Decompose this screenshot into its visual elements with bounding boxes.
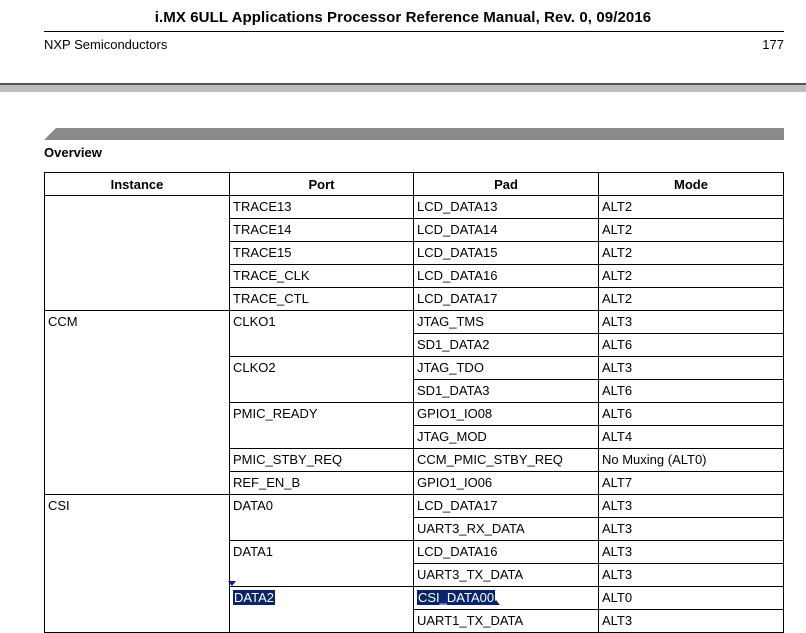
- port-cell[interactable]: CLKO2: [230, 357, 414, 403]
- port-cell[interactable]: TRACE13: [230, 196, 414, 219]
- pad-cell[interactable]: GPIO1_IO06: [414, 472, 599, 495]
- pad-cell[interactable]: CCM_PMIC_STBY_REQ: [414, 449, 599, 472]
- mode-cell[interactable]: ALT2: [599, 196, 784, 219]
- mode-cell[interactable]: ALT3: [599, 495, 784, 518]
- column-header-port: Port: [230, 173, 414, 196]
- pad-cell[interactable]: LCD_DATA17: [414, 495, 599, 518]
- section-title: Overview: [44, 145, 102, 160]
- page-number: 177: [762, 37, 784, 52]
- mode-cell[interactable]: No Muxing (ALT0): [599, 449, 784, 472]
- mode-cell[interactable]: ALT7: [599, 472, 784, 495]
- mode-cell[interactable]: ALT3: [599, 357, 784, 380]
- pad-cell[interactable]: LCD_DATA15: [414, 242, 599, 265]
- mode-cell[interactable]: ALT0: [599, 587, 784, 610]
- mode-cell[interactable]: ALT3: [599, 311, 784, 334]
- pad-cell[interactable]: UART3_TX_DATA: [414, 564, 599, 587]
- mode-cell[interactable]: ALT2: [599, 265, 784, 288]
- pad-cell[interactable]: UART3_RX_DATA: [414, 518, 599, 541]
- pad-cell[interactable]: LCD_DATA17: [414, 288, 599, 311]
- page-separator-band: [0, 85, 806, 92]
- mode-cell[interactable]: ALT3: [599, 610, 784, 633]
- port-cell[interactable]: DATA1: [230, 541, 414, 587]
- table-row: [45, 311, 784, 334]
- table-row: [45, 495, 784, 518]
- mode-cell[interactable]: ALT2: [599, 288, 784, 311]
- publisher-name: NXP Semiconductors: [44, 37, 168, 52]
- port-cell[interactable]: PMIC_READY: [230, 403, 414, 449]
- table-container: [44, 172, 784, 633]
- document-title: i.MX 6ULL Applications Processor Reference Manual, Rev. 0, 09/2016: [154, 9, 652, 26]
- column-header-pad: Pad: [414, 173, 599, 196]
- pad-cell[interactable]: LCD_DATA16: [414, 541, 599, 564]
- signal-mux-table: [44, 172, 784, 633]
- selection-highlight-port[interactable]: DATA2: [234, 590, 274, 605]
- mode-cell[interactable]: ALT3: [599, 518, 784, 541]
- pad-cell[interactable]: JTAG_MOD: [414, 426, 599, 449]
- port-cell[interactable]: TRACE_CTL: [230, 288, 414, 311]
- port-cell[interactable]: REF_EN_B: [230, 472, 414, 495]
- mode-cell[interactable]: ALT6: [599, 403, 784, 426]
- selection-highlight-pad[interactable]: CSI_DATA00: [418, 590, 495, 605]
- section-bar: [44, 128, 784, 140]
- port-cell-selected[interactable]: [230, 587, 414, 633]
- port-cell[interactable]: TRACE_CLK: [230, 265, 414, 288]
- pad-cell[interactable]: SD1_DATA3: [414, 380, 599, 403]
- pad-cell[interactable]: GPIO1_IO08: [414, 403, 599, 426]
- mode-cell[interactable]: ALT4: [599, 426, 784, 449]
- column-header-mode: Mode: [599, 173, 784, 196]
- selection-start-handle-icon[interactable]: [228, 581, 236, 586]
- instance-cell[interactable]: CSI: [45, 495, 230, 633]
- port-cell[interactable]: DATA0: [230, 495, 414, 541]
- pad-cell[interactable]: SD1_DATA2: [414, 334, 599, 357]
- mode-cell[interactable]: ALT3: [599, 564, 784, 587]
- pad-cell[interactable]: JTAG_TDO: [414, 357, 599, 380]
- mode-cell[interactable]: ALT6: [599, 380, 784, 403]
- mode-cell[interactable]: ALT2: [599, 219, 784, 242]
- mode-cell[interactable]: ALT6: [599, 334, 784, 357]
- pad-cell[interactable]: LCD_DATA13: [414, 196, 599, 219]
- table-header-row: [45, 173, 784, 196]
- port-cell[interactable]: PMIC_STBY_REQ: [230, 449, 414, 472]
- pad-cell-selected[interactable]: [414, 587, 599, 610]
- table-row: [45, 196, 784, 219]
- header-rule: [44, 31, 784, 32]
- pad-cell[interactable]: JTAG_TMS: [414, 311, 599, 334]
- selection-end-handle-icon[interactable]: [492, 600, 500, 605]
- pad-cell[interactable]: LCD_DATA14: [414, 219, 599, 242]
- port-cell[interactable]: TRACE14: [230, 219, 414, 242]
- instance-cell[interactable]: CCM: [45, 311, 230, 495]
- mode-cell[interactable]: ALT2: [599, 242, 784, 265]
- instance-cell: [45, 196, 230, 311]
- port-cell[interactable]: TRACE15: [230, 242, 414, 265]
- pad-cell[interactable]: UART1_TX_DATA: [414, 610, 599, 633]
- mode-cell[interactable]: ALT3: [599, 541, 784, 564]
- port-cell[interactable]: CLKO1: [230, 311, 414, 357]
- pad-cell[interactable]: LCD_DATA16: [414, 265, 599, 288]
- column-header-instance: Instance: [45, 173, 230, 196]
